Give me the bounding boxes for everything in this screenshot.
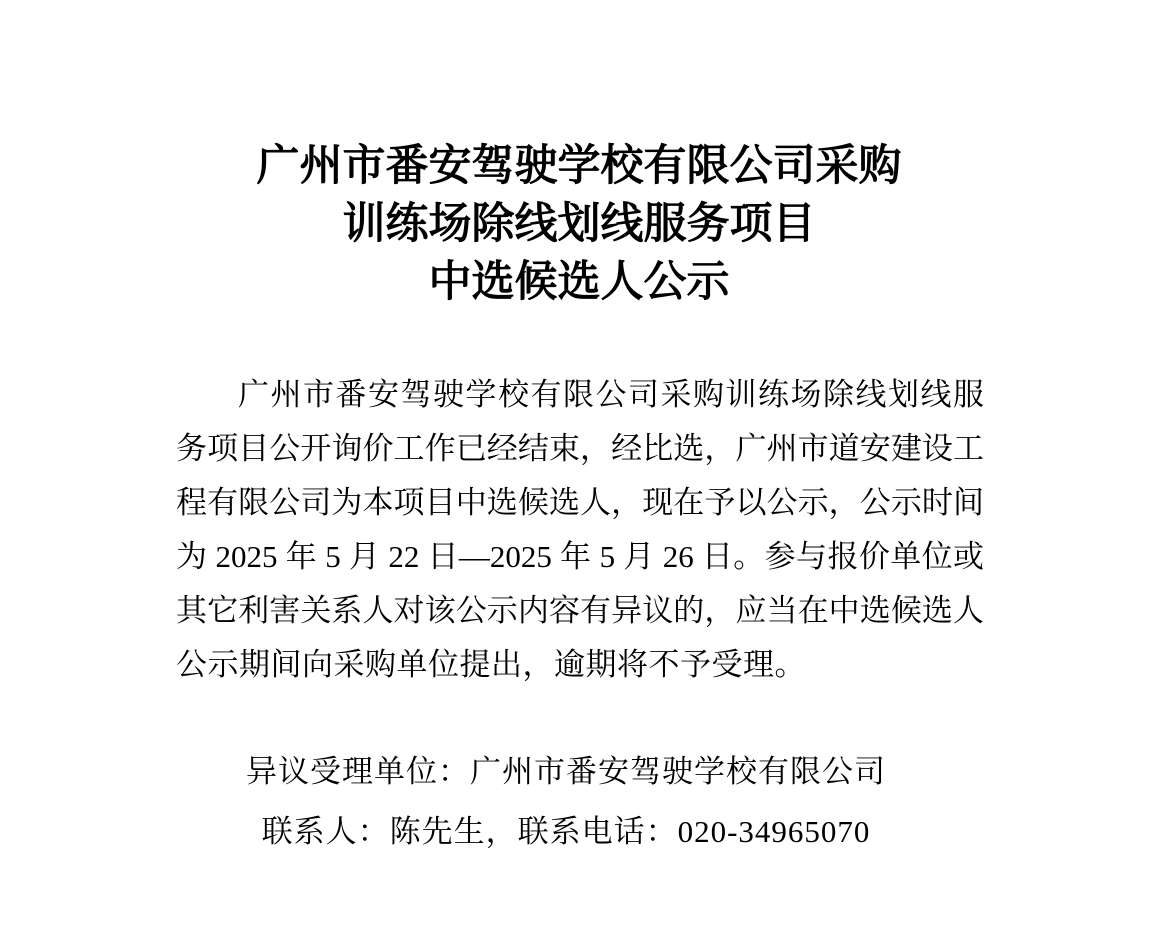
body-line-3: 程有限公司为本项目中选候选人，现在予以公示，公示时间: [176, 485, 984, 520]
notice-contact-block: [176, 742, 956, 862]
notice-title-line-3: 中选候选人公示: [428, 259, 730, 306]
notice-title-line-1: 广州市番安驾驶学校有限公司采购: [256, 143, 902, 190]
notice-body-paragraph: [176, 368, 984, 692]
body-line-4: 为 2025 年 5 月 22 日—2025 年 5 月 26 日。参与报价单位或: [176, 539, 984, 574]
body-line-1: 广州市番安驾驶学校有限公司采购训练场除线划线服: [238, 377, 984, 412]
notice-title-line-2: 训练场除线划线服务项目: [342, 201, 816, 248]
notice-title: [0, 138, 1158, 312]
body-line-2: 务项目公开询价工作已经结束，经比选，广州市道安建设工: [176, 431, 984, 466]
contact-line: 联系人：陈先生，联系电话：020-34965070: [261, 814, 871, 849]
objection-unit-line: 异议受理单位：广州市番安驾驶学校有限公司: [246, 754, 886, 789]
body-line-6: 公示期间向采购单位提出，逾期将不予受理。: [176, 647, 806, 682]
body-line-5: 其它利害关系人对该公示内容有异议的，应当在中选候选人: [176, 593, 984, 628]
